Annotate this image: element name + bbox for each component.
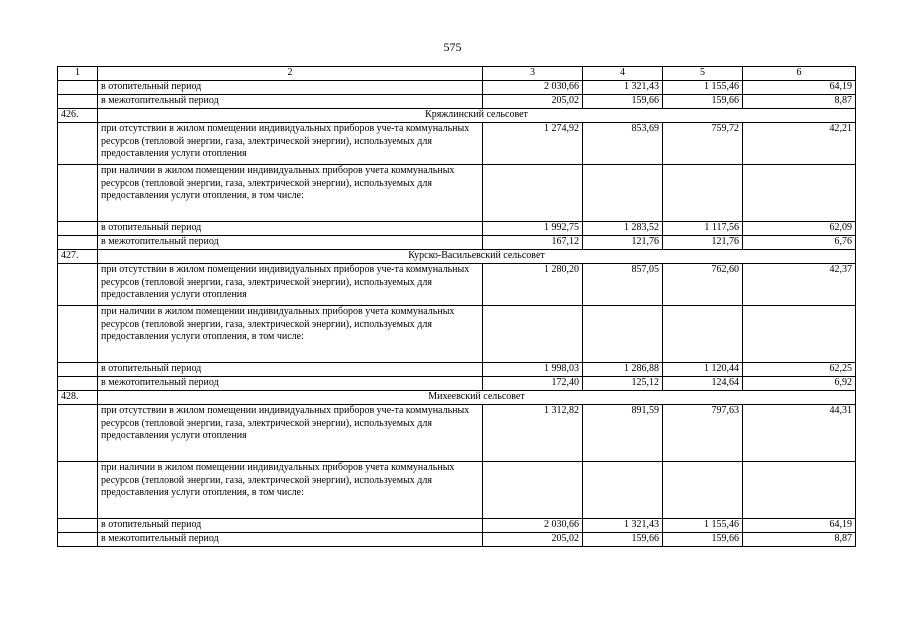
- row-number-cell: [58, 236, 98, 250]
- value-cell-3: 1 998,03: [483, 363, 583, 377]
- value-cell-4: 891,59: [583, 405, 663, 462]
- value-cell-3: 167,12: [483, 236, 583, 250]
- value-cell-6: 8,87: [743, 533, 856, 547]
- value-cell-5: 797,63: [663, 405, 743, 462]
- row-label-cell: в отопительный период: [98, 363, 483, 377]
- header-cell-2: 2: [98, 67, 483, 81]
- value-cell-4: 1 286,88: [583, 363, 663, 377]
- section-row: [58, 250, 856, 264]
- tariff-table: [57, 66, 856, 547]
- value-cell-5: 1 117,56: [663, 222, 743, 236]
- row-label-cell: при отсутствии в жилом помещении индивидуальных приборов уче-та коммунальных ресурсов (тепловой энергии, газа, электрической энергии), используемых для предоставления услуги отопления: [98, 123, 483, 165]
- value-cell-4: 857,05: [583, 264, 663, 306]
- section-number: 428.: [58, 391, 98, 405]
- value-cell-4: [583, 462, 663, 519]
- row-label-cell: в межотопительный период: [98, 377, 483, 391]
- section-title: Курско-Васильевский сельсовет: [98, 250, 856, 264]
- value-cell-5: [663, 165, 743, 222]
- value-cell-3: [483, 462, 583, 519]
- value-cell-3: 2 030,66: [483, 519, 583, 533]
- value-cell-3: 1 312,82: [483, 405, 583, 462]
- value-cell-3: 1 992,75: [483, 222, 583, 236]
- value-cell-4: 125,12: [583, 377, 663, 391]
- row-label-cell: в отопительный период: [98, 519, 483, 533]
- value-cell-4: [583, 306, 663, 363]
- row-number-cell: [58, 363, 98, 377]
- row-label-cell: в межотопительный период: [98, 236, 483, 250]
- section-number: 427.: [58, 250, 98, 264]
- value-cell-5: 159,66: [663, 533, 743, 547]
- row-label-cell: при наличии в жилом помещении индивидуальных приборов учета коммунальных ресурсов (тепловой энергии, газа, электрической энергии), используемых для предоставления услуги отопления, в том числе:: [98, 165, 483, 222]
- table-row: [58, 236, 856, 250]
- row-label-cell: при наличии в жилом помещении индивидуальных приборов учета коммунальных ресурсов (тепловой энергии, газа, электрической энергии), используемых для предоставления услуги отопления, в том числе:: [98, 462, 483, 519]
- value-cell-3: 2 030,66: [483, 81, 583, 95]
- value-cell-5: 1 155,46: [663, 81, 743, 95]
- table-body: [58, 67, 856, 547]
- header-cell-1: 1: [58, 67, 98, 81]
- header-cell-5: 5: [663, 67, 743, 81]
- row-label-cell: в отопительный период: [98, 222, 483, 236]
- page-number: 575: [443, 40, 462, 54]
- table-row: [58, 95, 856, 109]
- value-cell-4: 159,66: [583, 533, 663, 547]
- value-cell-6: 44,31: [743, 405, 856, 462]
- row-number-cell: [58, 81, 98, 95]
- header-cell-6: 6: [743, 67, 856, 81]
- row-label-cell: в межотопительный период: [98, 95, 483, 109]
- row-number-cell: [58, 533, 98, 547]
- value-cell-3: 172,40: [483, 377, 583, 391]
- section-title: Михеевский сельсовет: [98, 391, 856, 405]
- row-label-cell: при наличии в жилом помещении индивидуальных приборов учета коммунальных ресурсов (тепловой энергии, газа, электрической энергии), используемых для предоставления услуги отопления, в том числе:: [98, 306, 483, 363]
- value-cell-3: [483, 165, 583, 222]
- table-row: [58, 363, 856, 377]
- section-title: Кряжлинский сельсовет: [98, 109, 856, 123]
- value-cell-4: 121,76: [583, 236, 663, 250]
- table-row: [58, 462, 856, 519]
- value-cell-3: 1 280,20: [483, 264, 583, 306]
- value-cell-4: 1 321,43: [583, 519, 663, 533]
- value-cell-3: [483, 306, 583, 363]
- value-cell-4: 853,69: [583, 123, 663, 165]
- row-label-cell: в межотопительный период: [98, 533, 483, 547]
- value-cell-5: 759,72: [663, 123, 743, 165]
- section-number: 426.: [58, 109, 98, 123]
- value-cell-6: [743, 462, 856, 519]
- row-label-cell: при отсутствии в жилом помещении индивидуальных приборов уче-та коммунальных ресурсов (тепловой энергии, газа, электрической энергии), используемых для предоставления услуги отопления: [98, 405, 483, 462]
- row-number-cell: [58, 519, 98, 533]
- value-cell-5: 124,64: [663, 377, 743, 391]
- table-row: [58, 264, 856, 306]
- row-number-cell: [58, 264, 98, 306]
- table-row: [58, 222, 856, 236]
- value-cell-6: 6,76: [743, 236, 856, 250]
- row-label-cell: в отопительный период: [98, 81, 483, 95]
- value-cell-6: 8,87: [743, 95, 856, 109]
- table-row: [58, 405, 856, 462]
- row-number-cell: [58, 165, 98, 222]
- table-row: [58, 533, 856, 547]
- header-cell-3: 3: [483, 67, 583, 81]
- value-cell-6: 62,25: [743, 363, 856, 377]
- table-row: [58, 377, 856, 391]
- value-cell-6: 6,92: [743, 377, 856, 391]
- value-cell-6: [743, 165, 856, 222]
- value-cell-4: 159,66: [583, 95, 663, 109]
- value-cell-5: 762,60: [663, 264, 743, 306]
- value-cell-3: 205,02: [483, 95, 583, 109]
- table-row: [58, 81, 856, 95]
- value-cell-4: 1 283,52: [583, 222, 663, 236]
- table-row: [58, 123, 856, 165]
- header-row: [58, 67, 856, 81]
- header-cell-4: 4: [583, 67, 663, 81]
- value-cell-4: 1 321,43: [583, 81, 663, 95]
- row-number-cell: [58, 405, 98, 462]
- row-number-cell: [58, 377, 98, 391]
- row-number-cell: [58, 95, 98, 109]
- section-row: [58, 391, 856, 405]
- section-row: [58, 109, 856, 123]
- value-cell-6: 64,19: [743, 81, 856, 95]
- value-cell-6: 42,21: [743, 123, 856, 165]
- value-cell-6: [743, 306, 856, 363]
- value-cell-5: 121,76: [663, 236, 743, 250]
- value-cell-5: [663, 462, 743, 519]
- value-cell-6: 64,19: [743, 519, 856, 533]
- value-cell-6: 62,09: [743, 222, 856, 236]
- value-cell-6: 42,37: [743, 264, 856, 306]
- value-cell-5: 159,66: [663, 95, 743, 109]
- value-cell-5: 1 155,46: [663, 519, 743, 533]
- row-number-cell: [58, 462, 98, 519]
- row-number-cell: [58, 222, 98, 236]
- table-row: [58, 306, 856, 363]
- value-cell-5: [663, 306, 743, 363]
- table-row: [58, 519, 856, 533]
- table-row: [58, 165, 856, 222]
- value-cell-4: [583, 165, 663, 222]
- value-cell-3: 1 274,92: [483, 123, 583, 165]
- value-cell-3: 205,02: [483, 533, 583, 547]
- row-number-cell: [58, 306, 98, 363]
- value-cell-5: 1 120,44: [663, 363, 743, 377]
- row-label-cell: при отсутствии в жилом помещении индивидуальных приборов уче-та коммунальных ресурсов (тепловой энергии, газа, электрической энергии), используемых для предоставления услуги отопления: [98, 264, 483, 306]
- row-number-cell: [58, 123, 98, 165]
